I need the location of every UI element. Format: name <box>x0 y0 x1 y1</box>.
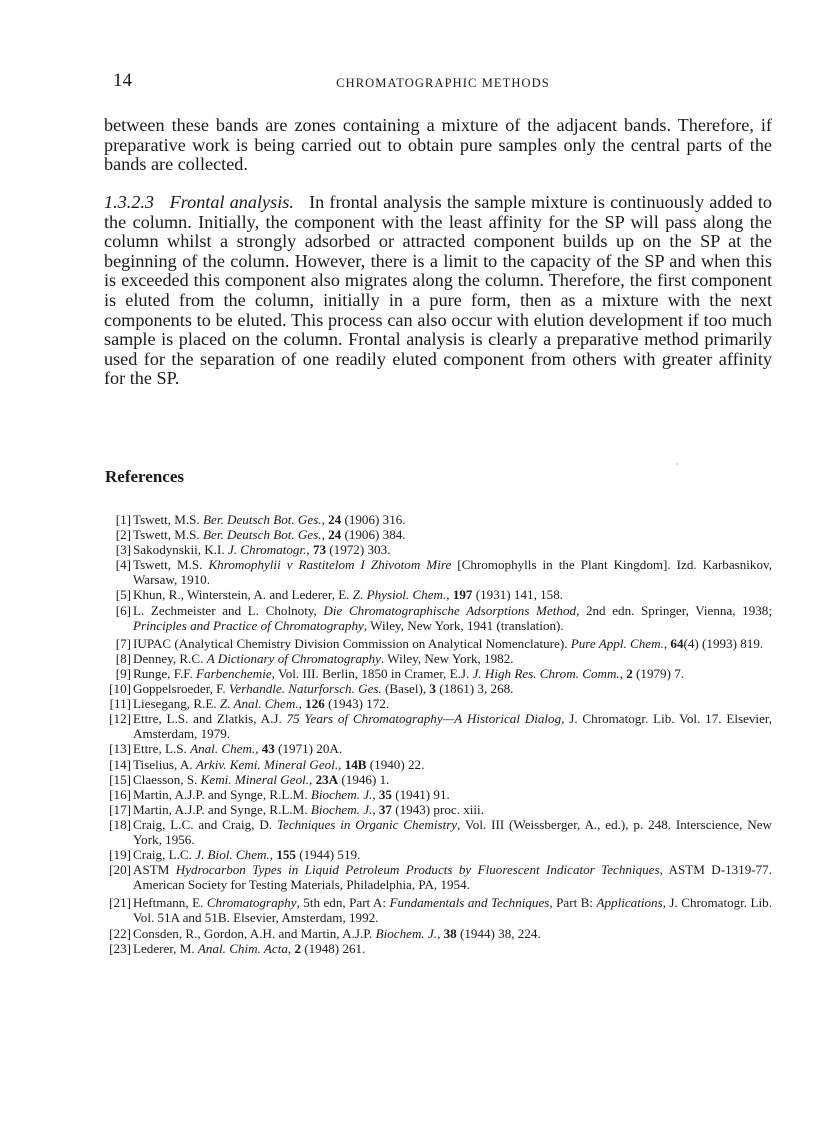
scan-speck <box>676 463 678 465</box>
reference-number: [16] <box>109 786 131 802</box>
reference-number: [13] <box>109 741 131 757</box>
reference-item: [4] Tswett, M.S. Khromophylii v Rastitelom I Zhivotom Mire [Chromophylls in the Plant Kingdom]. Izd. Karbasnikov, Warsaw, 1910. <box>104 557 772 587</box>
reference-number: [1] <box>115 512 131 527</box>
references-list <box>104 512 772 956</box>
reference-item: [5] Khun, R., Winterstein, A. and Lederer, E. Z. Physiol. Chem., 197 (1931) 141, 158. <box>104 587 772 602</box>
reference-item: [3] Sakodynskii, K.I. J. Chromatogr., 73 (1972) 303. <box>104 542 772 557</box>
references-heading: References <box>105 467 184 486</box>
reference-number: [10] <box>109 681 131 697</box>
reference-item: [23] Lederer, M. Anal. Chim. Acta, 2 (1948) 261. <box>104 941 772 956</box>
reference-number: [9] <box>115 665 131 681</box>
reference-number: [11] <box>109 696 131 712</box>
reference-number: [20] <box>109 862 131 878</box>
reference-item: [13] Ettre, L.S. Anal. Chem., 43 (1971) 20A. <box>104 741 772 756</box>
reference-item: [22] Consden, R., Gordon, A.H. and Martin, A.J.P. Biochem. J., 38 (1944) 38, 224. <box>104 926 772 941</box>
reference-number: [21] <box>109 895 131 911</box>
reference-number: [5] <box>115 587 131 603</box>
reference-item: [1] Tswett, M.S. Ber. Deutsch Bot. Ges., 24 (1906) 316. <box>104 512 772 527</box>
reference-number: [8] <box>115 650 131 666</box>
reference-item: [8] Denney, R.C. A Dictionary of Chromatography. Wiley, New York, 1982. <box>104 651 772 666</box>
reference-number: [6] <box>115 602 131 618</box>
reference-item: [21] Heftmann, E. Chromatography, 5th edn, Part A: Fundamentals and Techniques, Part B: Applications, J. Chromatogr. Lib. Vol. 51A and 51B. Elsevier, Amsterdam, 1992. <box>104 895 772 925</box>
reference-number: [17] <box>109 801 131 817</box>
reference-number: [3] <box>115 542 131 558</box>
reference-item: [6] L. Zechmeister and L. Cholnoty, Die Chromatographische Adsorptions Method, 2nd edn. Springer, Vienna, 1938; Principles and Practice of Chromatography, Wiley, New York, 1941 (translation). <box>104 603 772 633</box>
reference-item: [17] Martin, A.J.P. and Synge, R.L.M. Biochem. J., 37 (1943) proc. xiii. <box>104 802 772 817</box>
reference-item: [2] Tswett, M.S. Ber. Deutsch Bot. Ges., 24 (1906) 384. <box>104 527 772 542</box>
reference-number: [7] <box>115 635 131 651</box>
reference-number: [14] <box>109 756 131 772</box>
section-paragraph <box>104 193 772 389</box>
reference-number: [22] <box>109 925 131 941</box>
reference-number: [4] <box>115 557 131 573</box>
reference-number: [23] <box>109 940 131 956</box>
page-number: 14 <box>113 70 132 91</box>
reference-item: [16] Martin, A.J.P. and Synge, R.L.M. Biochem. J., 35 (1941) 91. <box>104 787 772 802</box>
reference-number: [19] <box>109 847 131 863</box>
reference-number: [2] <box>115 527 131 543</box>
reference-item: [20] ASTM Hydrocarbon Types in Liquid Petroleum Products by Fluorescent Indicator Techniques, ASTM D-1319-77. American Society for Testing Materials, Philadelphia, PA, 1954. <box>104 862 772 892</box>
reference-item: [12] Ettre, L.S. and Zlatkis, A.J. 75 Years of Chromatography—A Historical Dialog, J. Chromatogr. Lib. Vol. 17. Elsevier, Amsterdam, 1979. <box>104 711 772 741</box>
reference-number: [12] <box>109 711 131 727</box>
body-paragraph: between these bands are zones containing a mixture of the adjacent bands. Therefore, if preparative work is being carried out to obtain pure samples only the central parts of the bands are collected. <box>104 115 772 175</box>
reference-item: [10] Goppelsroeder, F. Verhandle. Naturforsch. Ges. (Basel), 3 (1861) 3, 268. <box>104 681 772 696</box>
reference-number: [18] <box>109 816 131 832</box>
reference-item: [7] IUPAC (Analytical Chemistry Division Commission on Analytical Nomenclature). Pure Appl. Chem., 64(4) (1993) 819. <box>104 636 772 651</box>
reference-item: [11] Liesegang, R.E. Z. Anal. Chem., 126 (1943) 172. <box>104 696 772 711</box>
reference-item: [18] Craig, L.C. and Craig, D. Techniques in Organic Chemistry, Vol. III (Weissberger, A., ed.), p. 248. Interscience, New York, 1956. <box>104 817 772 847</box>
reference-item: [19] Craig, L.C. J. Biol. Chem., 155 (1944) 519. <box>104 847 772 862</box>
section-title: Frontal analysis. <box>169 192 294 212</box>
reference-number: [15] <box>109 771 131 787</box>
reference-item: [15] Claesson, S. Kemi. Mineral Geol., 23A (1946) 1. <box>104 772 772 787</box>
section-text: In frontal analysis the sample mixture is continuously added to the column. Initially, the component with the least affinity for the SP will pass along the column whilst a strongly adsorbed or attracted component builds up on the SP at the beginning of the column. However, there is a limit to the capacity of the SP and when this is exceeded this component also migrates along the column. Therefore, the first component is eluted from the column, initially in a pure form, then as a mixture with the next components to be eluted. This process can also occur with elution development if too much sample is placed on the column. Frontal analysis is clearly a preparative method primarily used for the separation of one readily eluted component from others with greater affinity for the SP. <box>104 192 773 389</box>
section-number: 1.3.2.3 <box>104 192 155 212</box>
reference-item: [9] Runge, F.F. Farbenchemie, Vol. III. Berlin, 1850 in Cramer, E.J. J. High Res. Chrom. Comm., 2 (1979) 7. <box>104 666 772 681</box>
reference-item: [14] Tiselius, A. Arkiv. Kemi. Mineral Geol., 14B (1940) 22. <box>104 757 772 772</box>
running-head: CHROMATOGRAPHIC METHODS <box>336 76 550 90</box>
